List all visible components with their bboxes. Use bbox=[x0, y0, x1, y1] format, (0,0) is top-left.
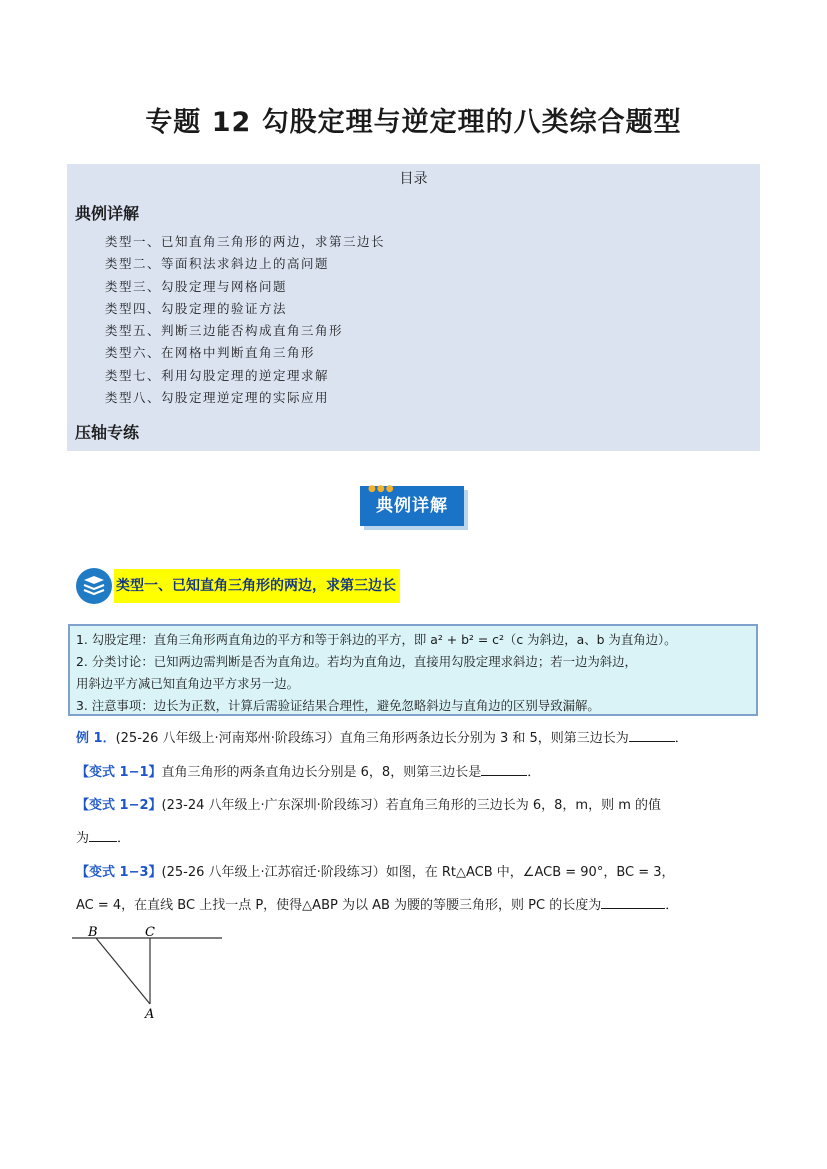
key-point: 3. 注意事项：边长为正数，计算后需验证结果合理性，避免忽略斜边与直角边的区别导致漏解。 bbox=[76, 698, 600, 713]
books-icon bbox=[76, 568, 112, 604]
toc-item[interactable]: 类型六、在网格中判断直角三角形 bbox=[105, 345, 316, 361]
punctuation: ． bbox=[117, 831, 131, 846]
key-point: 2. 分类讨论：已知两边需判断是否为直角边。若均为直角边，直接用勾股定理求斜边；若一边为斜边， bbox=[76, 654, 637, 669]
toc-section-examples[interactable]: 典例详解 bbox=[75, 204, 140, 223]
variant-tag: 【变式 1−1】 bbox=[76, 765, 162, 780]
type-label: 类型一、已知直角三角形的两边，求第三边长 bbox=[114, 569, 400, 603]
toc-heading: 目录 bbox=[399, 171, 428, 187]
segment-ab bbox=[96, 938, 150, 1004]
variant-1-3 bbox=[76, 861, 675, 880]
question-text: 直角三角形的两条直角边长分别是 6，8，则第三边长是 bbox=[161, 765, 482, 780]
key-point: 1. 勾股定理：直角三角形两直角边的平方和等于斜边的平方，即 a² + b² = c²（c 为斜边，a、b 为直角边）。 bbox=[76, 632, 677, 647]
key-points-box bbox=[68, 624, 758, 716]
page-title: 专题 12 勾股定理与逆定理的八类综合题型 bbox=[145, 107, 682, 138]
label-a: A bbox=[145, 1007, 155, 1022]
key-point: 用斜边平方减已知直角边平方求另一边。 bbox=[76, 676, 300, 691]
badge-label: 典例详解 bbox=[360, 486, 464, 526]
answer-blank[interactable] bbox=[629, 729, 675, 742]
toc-item[interactable]: 类型五、判断三边能否构成直角三角形 bbox=[105, 323, 344, 339]
variant-1-2 bbox=[76, 794, 661, 813]
section-badge bbox=[358, 484, 470, 534]
punctuation: ． bbox=[665, 898, 679, 913]
dots-icon: ●●● bbox=[368, 484, 395, 494]
toc-item[interactable]: 类型二、等面积法求斜边上的高问题 bbox=[105, 256, 330, 272]
example-tag: 例 1． bbox=[76, 731, 116, 746]
question-text: (25-26 八年级上·河南郑州·阶段练习）直角三角形两条边长分别为 3 和 5，则第三边长为 bbox=[115, 731, 629, 746]
toc-item[interactable]: 类型三、勾股定理与网格问题 bbox=[105, 278, 288, 294]
answer-blank[interactable] bbox=[601, 896, 665, 909]
question-text: (25-26 八年级上·江苏宿迁·阶段练习）如图，在 Rt△ACB 中，∠ACB = 90°，BC = 3， bbox=[161, 865, 675, 880]
variant-tag: 【变式 1−2】 bbox=[76, 798, 162, 813]
label-c: C bbox=[145, 925, 155, 940]
toc-list bbox=[105, 231, 385, 409]
toc-item[interactable]: 类型八、勾股定理逆定理的实际应用 bbox=[105, 390, 330, 406]
toc-section-challenge[interactable]: 压轴专练 bbox=[75, 423, 140, 442]
question-text: (23-24 八年级上·广东深圳·阶段练习）若直角三角形的三边长为 6，8，m，则 m 的值 bbox=[161, 798, 662, 813]
table-of-contents bbox=[67, 164, 760, 451]
toc-item[interactable]: 类型七、利用勾股定理的逆定理求解 bbox=[105, 367, 330, 383]
example-1 bbox=[76, 727, 688, 746]
punctuation: ． bbox=[527, 765, 541, 780]
toc-item[interactable]: 类型四、勾股定理的验证方法 bbox=[105, 300, 288, 316]
variant-1-1 bbox=[76, 761, 540, 780]
toc-item[interactable]: 类型一、已知直角三角形的两边，求第三边长 bbox=[105, 234, 386, 249]
variant-1-2-line2 bbox=[76, 827, 130, 846]
answer-blank[interactable] bbox=[89, 829, 117, 842]
variant-tag: 【变式 1−3】 bbox=[76, 865, 162, 880]
punctuation: ． bbox=[674, 731, 688, 746]
triangle-figure bbox=[70, 922, 230, 1026]
variant-1-3-line2 bbox=[76, 894, 678, 913]
label-b: B bbox=[88, 925, 98, 940]
answer-blank[interactable] bbox=[481, 763, 527, 776]
question-text: 为 bbox=[76, 831, 90, 846]
question-text: AC = 4，在直线 BC 上找一点 P，使得△ABP 为以 AB 为腰的等腰三角形，则 PC 的长度为 bbox=[76, 898, 602, 913]
